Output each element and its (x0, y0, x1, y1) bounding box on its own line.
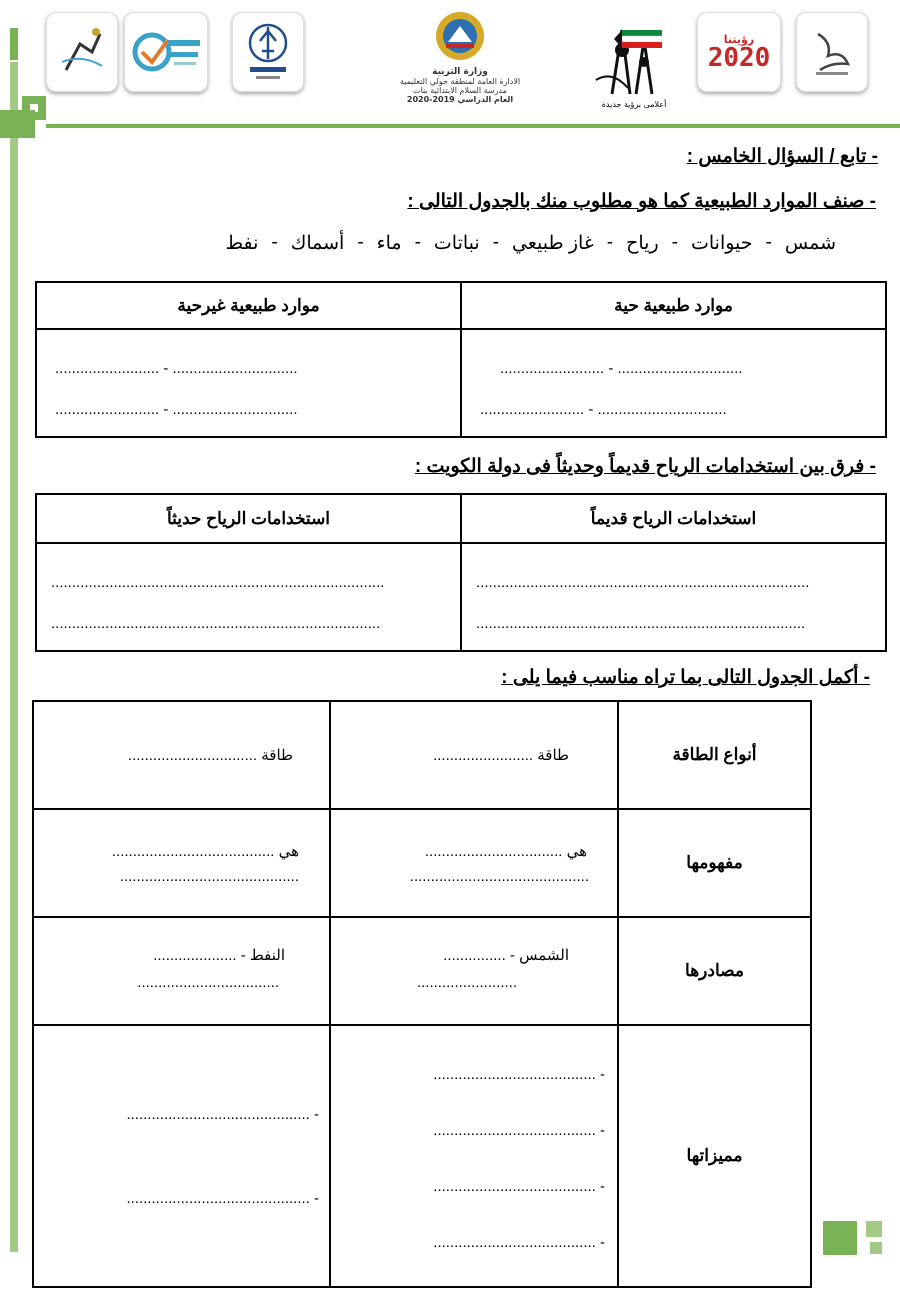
row-label-sources: مصادرها (618, 917, 811, 1025)
bird-logo (796, 12, 868, 92)
takatuf-logo (232, 12, 304, 92)
col1-sources-cell (330, 917, 618, 1025)
q3-title: - أكمل الجدول التالى بما تراه مناسب فيما يلى : (501, 667, 870, 688)
cell-nonliving (36, 329, 461, 437)
bottom-decor-square-large (823, 1221, 857, 1255)
col1-features-cell (330, 1025, 618, 1287)
athlete-logo (46, 12, 118, 92)
header-old-uses: استخدامات الرياح قديماً (461, 494, 886, 543)
word-separator: - (414, 232, 421, 253)
concept-1-line1[interactable]: هي ................................. (424, 843, 587, 860)
q1-title: - صنف الموارد الطبيعية كما هو مطلوب منك بالجدول التالى : (407, 191, 876, 212)
word-separator: - (671, 232, 678, 253)
header-new-uses: استخدامات الرياح حديثاً (36, 494, 461, 543)
concept-2-line2[interactable]: ........................................... (119, 868, 299, 885)
word-item: نباتات (433, 233, 480, 254)
word-item: نفط (225, 233, 259, 254)
answer-line[interactable]: ......................... - .............................. (55, 401, 298, 418)
energy-type-1[interactable]: طاقة ........................ (433, 747, 569, 764)
answer-line[interactable]: ................................................................................ (475, 574, 810, 591)
answer-line[interactable]: ......................... - .............................. (55, 360, 298, 377)
q2-table (35, 493, 887, 652)
sources-2-line2[interactable]: .................................. (137, 974, 279, 991)
ministry-line-3: مدرسة السلام الابتدائية بنات (413, 86, 507, 95)
cell-old-uses (461, 543, 886, 651)
towers-caption: أعلامى برؤية جديدة (601, 100, 667, 109)
q2-title: - فرق بين استخدامات الرياح قديماً وحديثاً فى دولة الكويت : (414, 456, 876, 477)
concept-2-line1[interactable]: هي ....................................... (111, 843, 299, 860)
top-divider-line (46, 124, 900, 128)
q1-word-bank (223, 232, 838, 255)
left-decor-bar (10, 28, 18, 60)
cell-living (461, 329, 886, 437)
cell-new-uses (36, 543, 461, 651)
vision-top-text: رؤيتنا (723, 32, 755, 46)
word-item: غاز طبيعي (512, 233, 594, 254)
q3-table (32, 700, 812, 1288)
answer-line[interactable]: ................................................................................ (51, 574, 385, 591)
sources-2-line1[interactable]: النفط - .................... (153, 947, 285, 964)
sources-1-line1[interactable]: الشمس - ............... (443, 947, 569, 964)
ministry-emblem (432, 6, 488, 66)
word-item: شمس (784, 233, 836, 254)
col2-features-cell (33, 1025, 330, 1287)
bottom-decor-square-small (866, 1221, 882, 1237)
answer-line[interactable]: ......................... - ............................... (480, 401, 727, 418)
word-separator: - (765, 232, 772, 253)
ministry-line-4: العام الدراسي 2019-2020 (406, 95, 514, 104)
vision-2020-logo (697, 12, 781, 92)
word-item: رياح (626, 233, 659, 254)
energy-type-2[interactable]: طاقة ............................... (127, 747, 293, 764)
kuwait-towers-logo (592, 10, 676, 110)
sources-1-line2[interactable]: ........................ (416, 974, 517, 991)
word-separator: - (271, 232, 278, 253)
concept-1-line2[interactable]: ........................................... (409, 868, 589, 885)
header-nonliving: موارد طبيعية غيرحية (36, 282, 461, 329)
feature-1-3[interactable]: - ....................................... (433, 1178, 605, 1195)
word-separator: - (492, 232, 500, 253)
left-decor-square-2 (0, 110, 35, 138)
row-label-concept: مفهومها (618, 809, 811, 917)
school-logo (124, 12, 208, 92)
col2-concept-cell (33, 809, 330, 917)
ministry-line-2: الادارة العامة لمنطقة حولي التعليمية (399, 77, 521, 86)
row-label-types: أنواع الطاقة (618, 701, 811, 809)
left-decor-bar-long (10, 62, 18, 1252)
answer-line[interactable]: ......................... - .............................. (500, 360, 743, 377)
word-item: ماء (376, 233, 402, 254)
word-separator: - (606, 232, 614, 253)
col2-type-cell (33, 701, 330, 809)
word-item: أسماك (290, 233, 345, 254)
feature-2-1[interactable]: - ............................................ (126, 1106, 319, 1123)
feature-1-2[interactable]: - ....................................... (433, 1122, 605, 1139)
word-item: حيوانات (690, 233, 753, 254)
ministry-header (380, 6, 540, 104)
vision-2020-text: 2020 (707, 42, 771, 73)
header-living: موارد طبيعية حية (461, 282, 886, 329)
feature-1-1[interactable]: - ....................................... (433, 1066, 605, 1083)
answer-line[interactable]: ............................................................................... (51, 615, 381, 632)
col1-type-cell (330, 701, 618, 809)
row-label-features: مميزاتها (618, 1025, 811, 1287)
answer-line[interactable]: ............................................................................... (475, 615, 806, 632)
feature-2-2[interactable]: - ............................................ (126, 1190, 319, 1207)
q1-table (35, 281, 887, 438)
feature-1-4[interactable]: - ....................................... (433, 1234, 605, 1251)
col1-concept-cell (330, 809, 618, 917)
section-title: - تابع / السؤال الخامس : (686, 146, 878, 167)
ministry-line-1: وزارة التربية (432, 67, 488, 77)
bottom-decor-square-small-2 (870, 1242, 882, 1254)
col2-sources-cell (33, 917, 330, 1025)
word-separator: - (357, 232, 364, 253)
